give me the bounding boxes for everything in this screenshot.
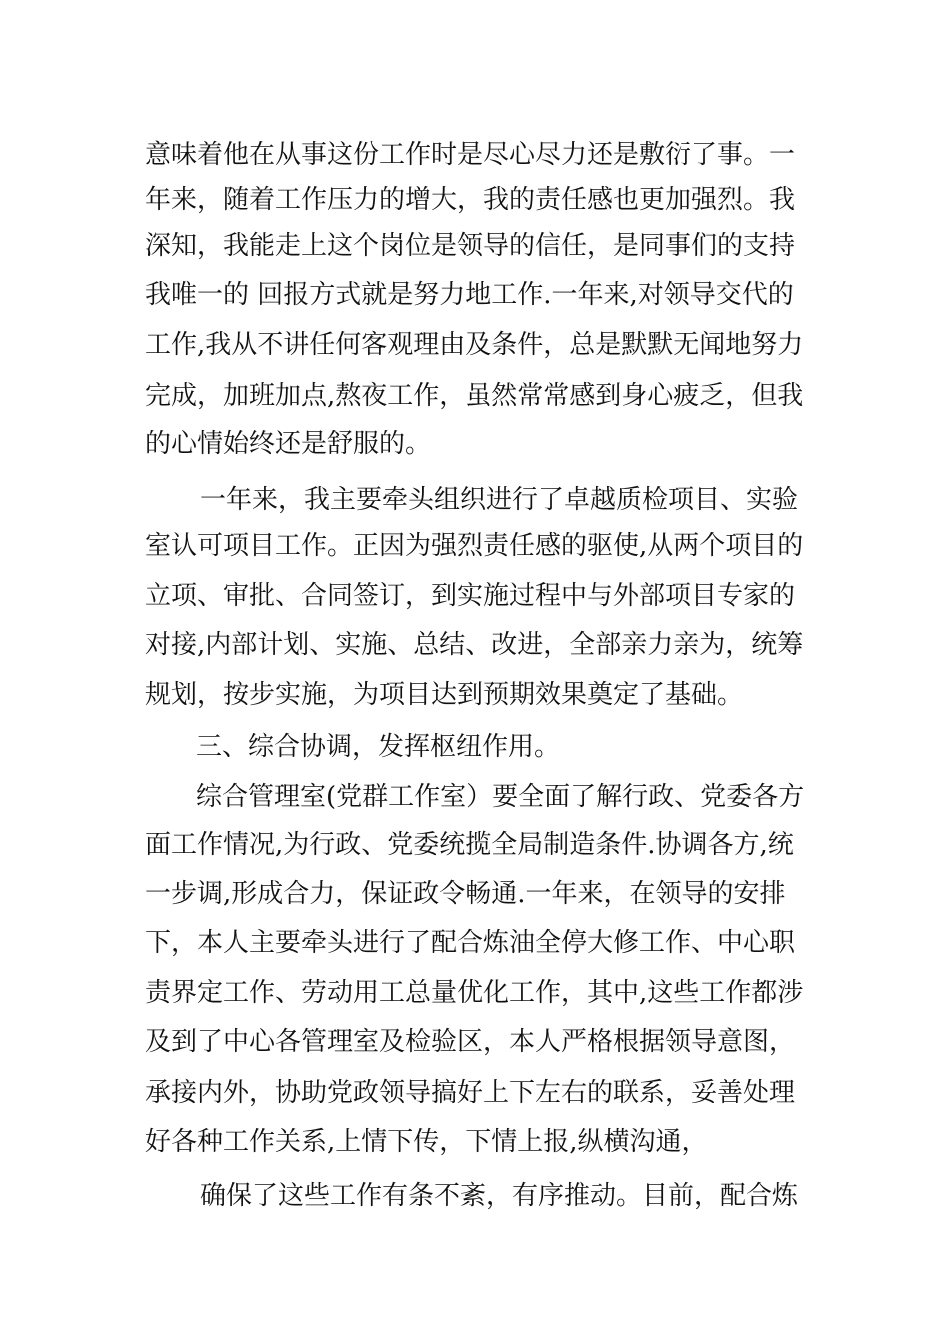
text-line-8: 一年来，我主要牵头组织进行了卓越质检项目、实验 [200,485,799,515]
text-line-11: 对接,内部计划、实施、总结、改进，全部亲力亲为，统筹 [145,630,804,660]
text-line-15: 面工作情况,为行政、党委统揽全局制造条件.协调各方,统 [145,830,794,860]
text-line-9: 室认可项目工作。正因为强烈责任感的驱使,从两个项目的 [145,531,804,561]
text-line-6: 完成，加班加点,熬夜工作，虽然常常感到身心疲乏，但我 [145,381,804,411]
text-line-1: 意味着他在从事这份工作时是尽心尽力还是敷衍了事。一 [145,140,796,170]
text-line-10: 立项、审批、合同签订，到实施过程中与外部项目专家的 [145,581,796,611]
text-line-5: 工作,我从不讲任何客观理由及条件，总是默默无闻地努力 [145,330,804,360]
text-line-20: 承接内外，协助党政领导搞好上下左右的联系，妥善处理 [145,1078,796,1108]
text-line-4: 我唯一的 回报方式就是努力地工作.一年来,对领导交代的 [145,280,794,310]
text-line-17: 下，本人主要牵头进行了配合炼油全停大修工作、中心职 [145,928,796,958]
text-line-19: 及到了中心各管理室及检验区，本人严格根据领导意图， [145,1027,796,1057]
text-line-12: 规划，按步实施，为项目达到预期效果奠定了基础。 [145,680,744,710]
text-line-3: 深知，我能走上这个岗位是领导的信任，是同事们的支持 [145,231,796,261]
text-line-22: 确保了这些工作有条不紊，有序推动。目前，配合炼 [200,1181,799,1211]
text-line-2: 年来，随着工作压力的增大，我的责任感也更加强烈。我 [145,185,796,215]
text-line-16: 一步调,形成合力，保证政令畅通.一年来，在领导的安排 [145,879,786,909]
text-line-14: 综合管理室(党群工作室）要全面了解行政、党委各方 [196,782,805,812]
text-line-21: 好各种工作关系,上情下传，下情上报,纵横沟通， [145,1127,708,1157]
text-line-7: 的心情始终还是舒服的。 [145,429,432,459]
text-line-18: 责界定工作、劳动用工总量优化工作，其中,这些工作都涉 [145,978,804,1008]
section-heading: 三、综合协调，发挥枢纽作用。 [196,732,561,762]
